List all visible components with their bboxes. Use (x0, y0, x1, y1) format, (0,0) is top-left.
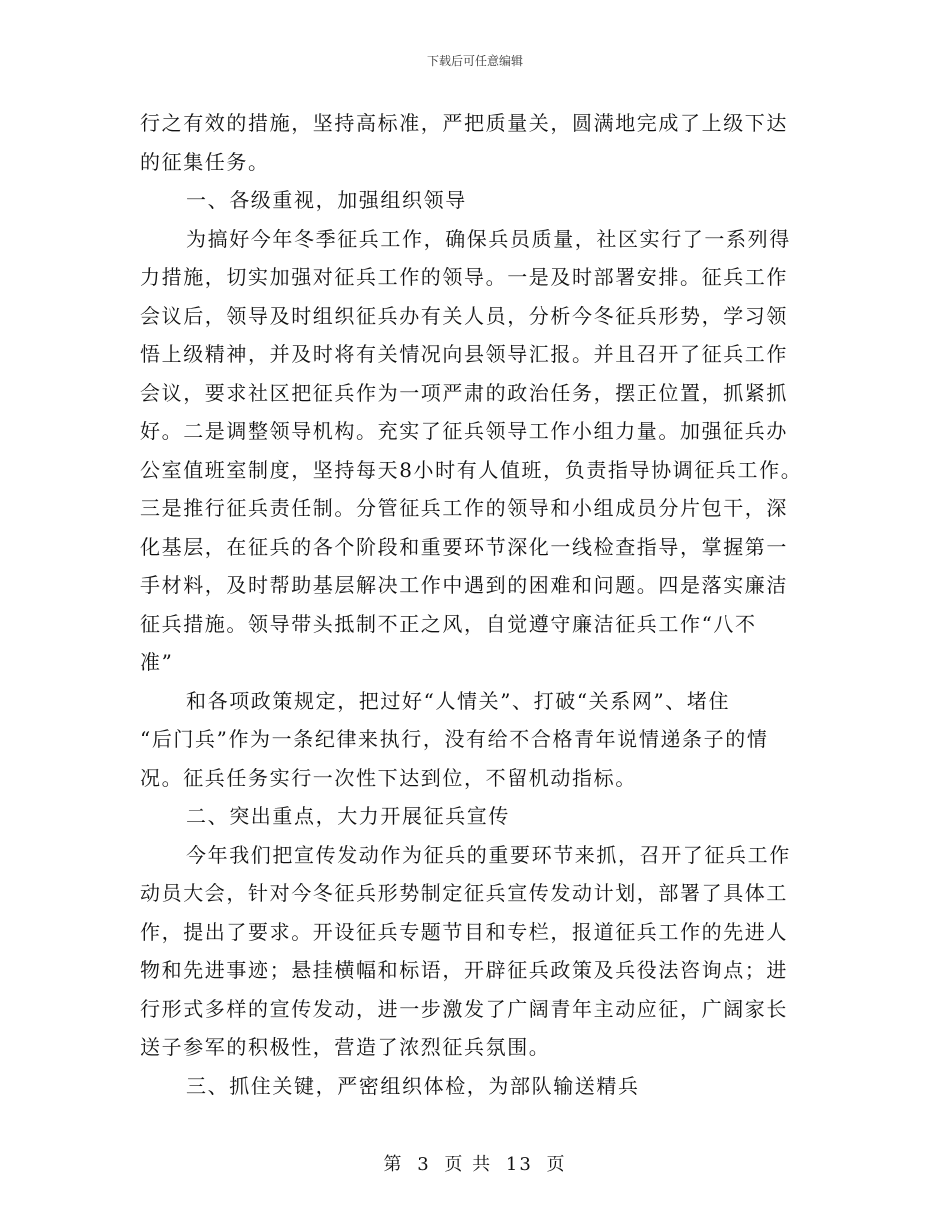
text-line: 会议后，领导及时组织征兵办有关人员，分析今冬征兵形势，学习领 (140, 303, 788, 328)
text-line: 的征集任务。 (140, 149, 270, 174)
footer-prefix: 第 (383, 1154, 404, 1175)
section-heading-2: 二、突出重点，大力开展征兵宣传 (186, 804, 510, 828)
text-line: 会议，要求社区把征兵作为一项严肃的政治任务，摆正位置，抓紧抓 (140, 380, 788, 405)
text-line: 化基层，在征兵的各个阶段和重要环节深化一线检查指导，掌握第一 (140, 534, 788, 559)
text-line: 准” (140, 650, 174, 674)
text-line: 送子参军的积极性，营造了浓烈征兵氛围。 (140, 1035, 551, 1059)
text-line: 征兵措施。领导带头抵制不正之风，自觉遵守廉洁征兵工作“八不 (140, 611, 757, 636)
footer-suffix: 页 (546, 1154, 567, 1175)
section-heading-3: 三、抓住关键，严密组织体检，为部队输送精兵 (186, 1073, 640, 1098)
text-line: 力措施，切实加强对征兵工作的领导。一是及时部署安排。征兵工作 (140, 265, 788, 289)
footer-middle: 页 共 (444, 1154, 493, 1175)
text-line: 况。征兵任务实行一次性下达到位，不留机动指标。 (140, 765, 637, 790)
text-line: 三是推行征兵责任制。分管征兵工作的领导和小组成员分片包干，深 (140, 496, 788, 520)
text-line: 今年我们把宣传发动作为征兵的重要环节来抓，召开了征兵工作 (186, 842, 791, 867)
text-line: 物和先进事迹；悬挂横幅和标语，开辟征兵政策及兵役法咨询点；进 (140, 958, 788, 982)
text-line: 行之有效的措施，坚持高标准，严把质量关，圆满地完成了上级下达 (140, 111, 788, 135)
text-line: 行形式多样的宣传发动，进一步激发了广阔青年主动应征，广阔家长 (140, 996, 788, 1021)
text-line: 手材料，及时帮助基层解决工作中遇到的困难和问题。四是落实廉洁 (140, 573, 788, 597)
text-line: 和各项政策规定，把过好“人情关”、打破“关系网”、堵住 (186, 688, 731, 713)
text-line: “后门兵”作为一条纪律来执行，没有给不合格青年说情递条子的情 (140, 727, 769, 751)
page-header-note: 下载后可任意编辑 (426, 54, 523, 68)
text-line: 动员大会，针对今冬征兵形势制定征兵宣传发动计划，部署了具体工 (140, 881, 788, 905)
text-line: 悟上级精神，并及时将有关情况向县领导汇报。并且召开了征兵工作 (140, 342, 788, 366)
section-heading-1: 一、各级重视，加强组织领导 (186, 188, 467, 212)
page-number-footer (0, 1150, 950, 1176)
text-line: 为搞好今年冬季征兵工作，确保兵员质量，社区实行了一系列得 (186, 226, 791, 251)
text-line: 好。二是调整领导机构。充实了征兵领导工作小组力量。加强征兵办 (140, 419, 788, 443)
text-line: 公室值班室制度，坚持每天8小时有人值班，负责指导协调征兵工作。 (140, 457, 803, 482)
total-page-count: 13 (505, 1154, 533, 1175)
document-body (140, 104, 810, 1105)
current-page-number: 3 (417, 1154, 431, 1175)
text-line: 作，提出了要求。开设征兵专题节目和专栏，报道征兵工作的先进人 (140, 919, 788, 944)
